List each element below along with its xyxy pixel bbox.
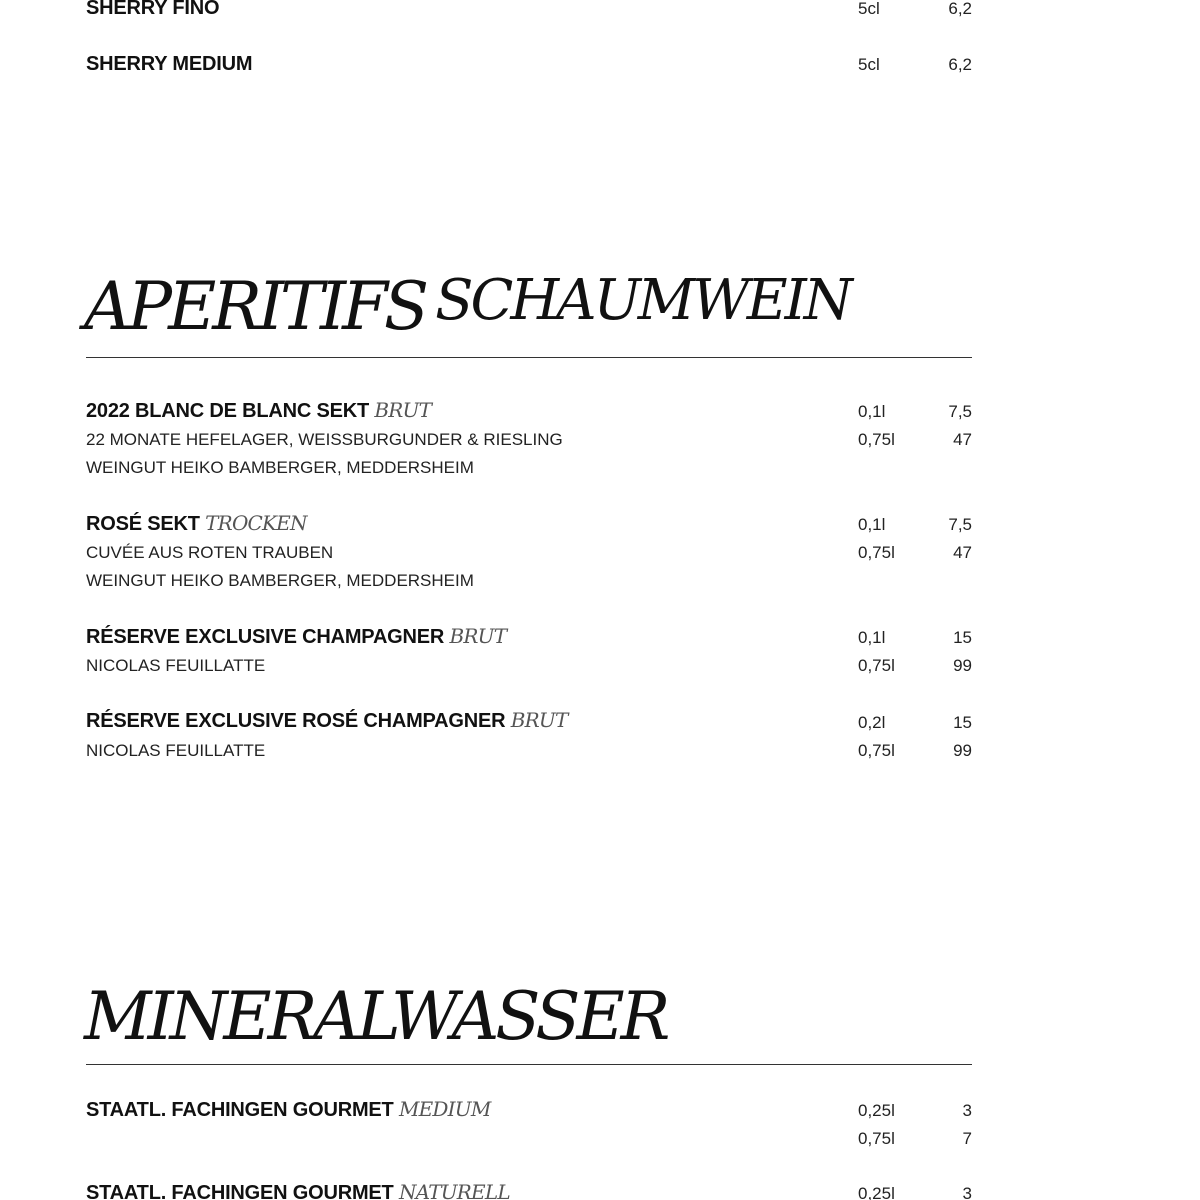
aperitifs-heading bbox=[84, 268, 850, 346]
sherry-fino-name: SHERRY FINO bbox=[86, 0, 220, 19]
item-title bbox=[86, 1180, 510, 1200]
item-price-1: 3 bbox=[962, 1101, 972, 1120]
item-title bbox=[86, 398, 431, 423]
item-price-2: 7 bbox=[962, 1129, 972, 1148]
item-producer: WEINGUT HEIKO BAMBERGER, MEDDERSHEIM bbox=[86, 571, 474, 590]
item-producer: NICOLAS FEUILLATTE bbox=[86, 741, 266, 760]
item-volume-2: 0,75l bbox=[858, 543, 895, 562]
item-producer: NICOLAS FEUILLATTE bbox=[86, 656, 266, 675]
item-volume-2: 0,75l bbox=[858, 430, 895, 449]
item-volume-1: 0,25l bbox=[858, 1101, 895, 1120]
item-price-1: 3 bbox=[962, 1184, 972, 1200]
item-price-1: 15 bbox=[953, 628, 972, 647]
item-name: STAATL. FACHINGEN GOURMET bbox=[86, 1182, 394, 1200]
sherry-fino-price: 6,2 bbox=[948, 0, 972, 18]
sherry-medium-price: 6,2 bbox=[948, 55, 972, 74]
item-producer: WEINGUT HEIKO BAMBERGER, MEDDERSHEIM bbox=[86, 458, 474, 477]
sherry-medium-name: SHERRY MEDIUM bbox=[86, 53, 253, 75]
sherry-medium-volume: 5cl bbox=[858, 55, 880, 74]
item-name: RÉSERVE EXCLUSIVE CHAMPAGNER bbox=[86, 626, 445, 648]
sherry-fino-volume: 5cl bbox=[858, 0, 880, 18]
item-price-1: 15 bbox=[953, 713, 972, 732]
item-name: STAATL. FACHINGEN GOURMET bbox=[86, 1099, 394, 1121]
item-name: ROSÉ SEKT bbox=[86, 513, 200, 535]
item-price-2: 99 bbox=[953, 741, 972, 760]
aperitifs-divider bbox=[86, 357, 972, 358]
item-description: CUVÉE AUS ROTEN TRAUBEN bbox=[86, 543, 334, 562]
mineralwasser-heading: MINERALWASSER bbox=[84, 978, 667, 1055]
item-name: RÉSERVE EXCLUSIVE ROSÉ CHAMPAGNER bbox=[86, 710, 506, 732]
item-volume-1: 0,2l bbox=[858, 713, 886, 732]
item-volume-2: 0,75l bbox=[858, 1129, 895, 1148]
item-description: 22 MONATE HEFELAGER, WEISSBURGUNDER & RIESLING bbox=[86, 430, 563, 449]
item-price-2: 47 bbox=[953, 543, 972, 562]
item-price-1: 7,5 bbox=[948, 402, 972, 421]
item-style: MEDIUM bbox=[398, 1097, 491, 1121]
mineralwasser-divider bbox=[86, 1064, 972, 1065]
item-name: 2022 BLANC DE BLANC SEKT bbox=[86, 400, 370, 422]
item-volume-1: 0,1l bbox=[858, 628, 886, 647]
item-title bbox=[86, 1097, 491, 1122]
item-price-1: 7,5 bbox=[948, 515, 972, 534]
item-volume-2: 0,75l bbox=[858, 656, 895, 675]
item-style: NATURELL bbox=[398, 1180, 510, 1200]
item-volume-1: 0,25l bbox=[858, 1184, 895, 1200]
item-style: BRUT bbox=[449, 624, 507, 648]
item-style: TROCKEN bbox=[205, 511, 307, 535]
item-volume-2: 0,75l bbox=[858, 741, 895, 760]
item-volume-1: 0,1l bbox=[858, 515, 886, 534]
item-title bbox=[86, 511, 307, 536]
item-style: BRUT bbox=[510, 708, 568, 732]
aperitifs-subtitle: SCHAUMWEIN bbox=[435, 268, 850, 333]
item-title bbox=[86, 708, 568, 733]
item-title bbox=[86, 624, 506, 649]
item-price-2: 47 bbox=[953, 430, 972, 449]
item-price-2: 99 bbox=[953, 656, 972, 675]
aperitifs-title: APERITIFS bbox=[84, 268, 426, 345]
item-volume-1: 0,1l bbox=[858, 402, 886, 421]
item-style: BRUT bbox=[374, 398, 432, 422]
